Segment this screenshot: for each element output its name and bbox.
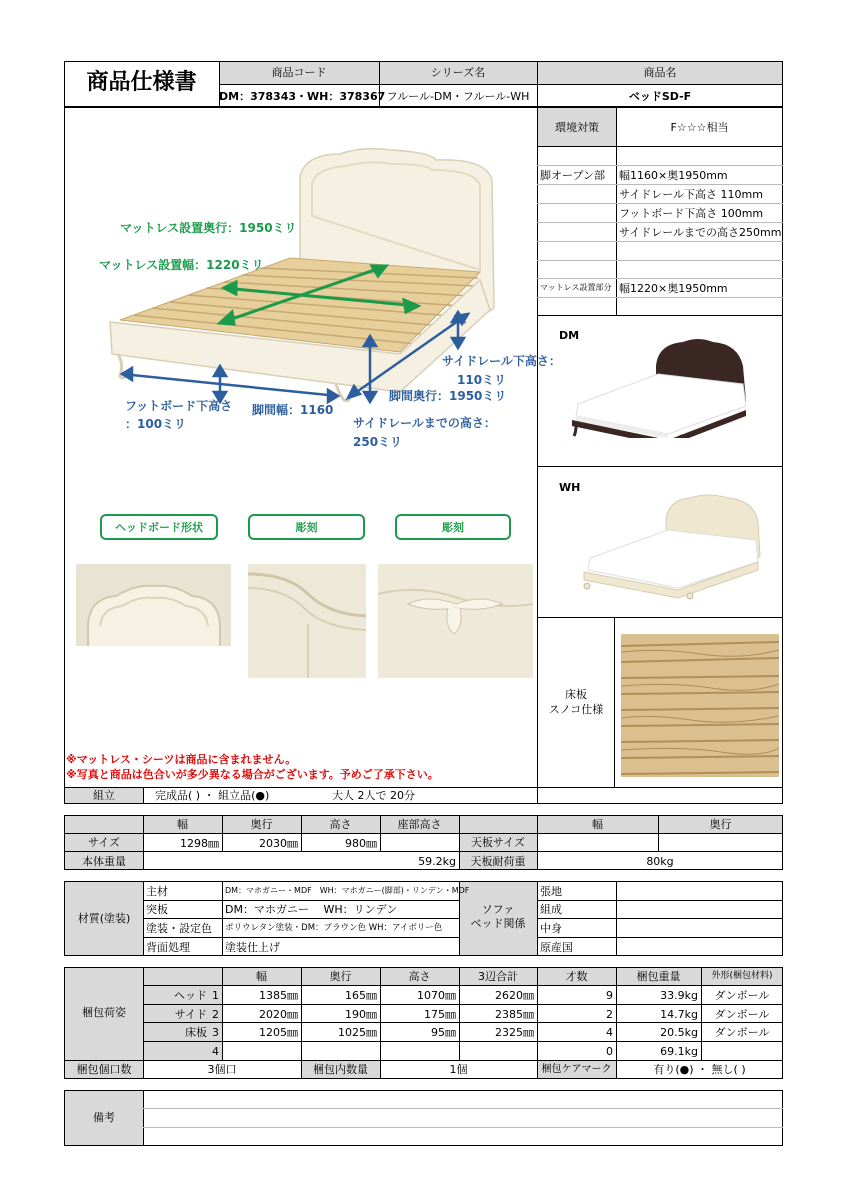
sofa-row-1: 張地 — [540, 885, 562, 898]
code-value: DM：378343・WH：378367 — [219, 90, 386, 103]
rail-height-label-1: サイドレールまでの高さ： — [353, 416, 496, 430]
material-row-1-key: 主材 — [146, 885, 168, 898]
wh-label: WH — [559, 481, 581, 494]
material-row-2-key: 突板 — [146, 903, 168, 916]
top-header-w: 幅 — [592, 818, 603, 831]
remarks-label: 備考 — [93, 1111, 115, 1124]
pkg-row-2-w: 2020㎜ — [259, 1008, 298, 1021]
pkg-header-mat: 外形(梱包材料) — [711, 971, 773, 981]
depth-label: マットレス設置奥行：1950ミリ — [120, 221, 297, 235]
pkg-row-4-kg: 69.1kg — [660, 1045, 698, 1058]
pkg-header-d: 奥行 — [329, 970, 352, 983]
series-label: シリーズ名 — [430, 66, 486, 79]
floorboard-label-2: スノコ仕様 — [548, 703, 604, 716]
pkg-header-h: 高さ — [408, 970, 431, 983]
dm-bed-photo — [568, 336, 760, 438]
carving-photo-2 — [378, 564, 533, 678]
pkg-row-4-no: 4 — [212, 1045, 219, 1058]
dm-label: DM — [559, 329, 580, 342]
page-title: 商品仕様書 — [86, 70, 197, 95]
top-size-label: 天板サイズ — [470, 836, 526, 849]
pkg-row-1-kg: 33.9kg — [660, 989, 698, 1002]
material-row-4-value: 塗装仕上げ — [225, 941, 280, 954]
pkg-row-2-kg: 14.7kg — [660, 1008, 698, 1021]
env-label: 環境対策 — [555, 121, 599, 134]
leg-line-1: 幅1160×奥1950mm — [619, 169, 728, 182]
name-value: ベッドSD-F — [628, 90, 692, 103]
size-w: 1298㎜ — [180, 837, 219, 850]
weight-value: 59.2kg — [418, 855, 456, 868]
rail-height-label-2: 250ミリ — [353, 435, 403, 449]
leg-depth-label: 脚間奥行：1950ミリ — [389, 389, 507, 403]
pkg-row-3-h: 95㎜ — [431, 1026, 456, 1039]
size-d: 2030㎜ — [259, 837, 298, 850]
pkg-row-1-name: ヘッド — [174, 989, 207, 1002]
pkg-row-3-name: 床板 — [185, 1026, 207, 1039]
sofa-label-1: ソファ — [481, 903, 515, 916]
detail-label-carving-2: 彫刻 — [395, 514, 511, 540]
pkg-row-3-sai: 4 — [606, 1026, 613, 1039]
name-label: 商品名 — [643, 66, 677, 79]
pkg-row-3-mat: ダンボール — [714, 1026, 770, 1039]
count-value: 3個口 — [207, 1063, 237, 1076]
slatted-wood-photo — [621, 634, 779, 777]
pkg-header-sum: 3辺合計 — [478, 970, 518, 983]
pkg-row-1-h: 1070㎜ — [417, 989, 456, 1002]
sofa-row-2: 組成 — [540, 903, 562, 916]
assembly-label: 組立 — [93, 789, 115, 802]
code-label: 商品コード — [271, 66, 327, 79]
qty-label: 梱包内数量 — [313, 1063, 368, 1076]
foot-label-2: ：100ミリ — [125, 417, 187, 431]
pkg-row-1-mat: ダンボール — [714, 989, 770, 1002]
leg-line-2: サイドレール下高さ 110mm — [619, 188, 763, 201]
remarks-table — [64, 1090, 783, 1146]
detail-label-carving-1: 彫刻 — [248, 514, 365, 540]
count-label: 梱包個口数 — [76, 1063, 132, 1076]
pkg-row-1-d: 165㎜ — [345, 989, 377, 1002]
sofa-row-3: 中身 — [540, 922, 562, 935]
material-row-2-value: DM：マホガニー WH：リンデン — [225, 903, 398, 916]
leg-width-label: 脚間幅：1160 — [252, 403, 334, 417]
top-load-label: 天板耐荷重 — [470, 855, 526, 868]
side-rail-label-1: サイドレール下高さ： — [442, 354, 561, 368]
pkg-header-kg: 梱包重量 — [636, 970, 681, 983]
material-row-4-key: 背面処理 — [146, 941, 190, 954]
assembly-value: 完成品( ) ・ 組立品(●) — [155, 789, 270, 802]
size-label: サイズ — [87, 836, 121, 849]
pkg-row-1-w: 1385㎜ — [259, 989, 298, 1002]
floorboard-label-1: 床板 — [565, 688, 587, 701]
carving-photo-1 — [248, 564, 366, 678]
weight-label: 本体重量 — [82, 855, 126, 868]
care-value: 有り(●) ・ 無し( ) — [653, 1063, 746, 1076]
pkg-row-2-mat: ダンボール — [714, 1008, 770, 1021]
size-header-h: 高さ — [329, 818, 352, 831]
wh-bed-photo — [578, 490, 764, 600]
pkg-row-3-no: 3 — [212, 1026, 219, 1039]
foot-label-1: フットボード下高さ — [125, 399, 233, 413]
pkg-row-3-sum: 2325㎜ — [495, 1026, 534, 1039]
material-row-1-value: DM：マホガニー・MDF WH：マホガニー(脚部)・リンデン・MDF — [225, 886, 470, 895]
top-load-value: 80kg — [646, 855, 674, 868]
pkg-row-2-h: 175㎜ — [424, 1008, 456, 1021]
mattress-label: マットレス設置部分 — [540, 283, 612, 292]
size-header-seat: 座部高さ — [397, 818, 442, 831]
top-header-d: 奥行 — [709, 818, 732, 831]
pkg-row-3-d: 1025㎜ — [338, 1026, 377, 1039]
width-label: マットレス設置幅：1220ミリ — [99, 258, 264, 272]
sofa-label-2: ベッド関係 — [470, 917, 526, 930]
pkg-row-4-sai: 0 — [606, 1045, 613, 1058]
pkg-row-2-sai: 2 — [606, 1008, 613, 1021]
package-label: 梱包荷姿 — [82, 1006, 126, 1019]
side-rail-label-2: 110ミリ — [457, 373, 507, 387]
pkg-row-3-kg: 20.5kg — [660, 1026, 698, 1039]
material-row-3-value: ポリウレタン塗装・DM：ブラウン色 WH：アイボリー色 — [225, 923, 443, 933]
series-value: フルール-DM・フルール-WH — [386, 90, 530, 103]
leg-label: 脚オープン部 — [540, 169, 606, 182]
pkg-row-2-no: 2 — [212, 1008, 219, 1021]
qty-value: 1個 — [449, 1063, 468, 1076]
headboard-shape-photo — [76, 564, 231, 678]
pkg-row-1-sai: 9 — [606, 989, 613, 1002]
leg-line-4: サイドレールまでの高さ250mm — [619, 226, 782, 239]
material-row-3-key: 塗装・設定色 — [146, 922, 212, 935]
mattress-value: 幅1220×奥1950mm — [619, 282, 728, 295]
pkg-header-sai: 才数 — [565, 970, 588, 983]
sofa-row-4: 原産国 — [540, 941, 573, 954]
note-2: ※写真と商品は色合いが多少異なる場合がございます。予めご了承下さい。 — [66, 768, 439, 781]
size-header-d: 奥行 — [250, 818, 273, 831]
assembly-people: 大人 2人で 20分 — [332, 789, 415, 802]
pkg-header-w: 幅 — [256, 970, 267, 983]
size-header-w: 幅 — [177, 818, 188, 831]
leg-line-3: フットボード下高さ 100mm — [619, 207, 764, 220]
pkg-row-2-sum: 2385㎜ — [495, 1008, 534, 1021]
pkg-row-1-no: 1 — [212, 989, 219, 1002]
detail-label-headboard: ヘッドボード形状 — [100, 514, 218, 540]
pkg-row-2-d: 190㎜ — [345, 1008, 377, 1021]
pkg-row-3-w: 1205㎜ — [259, 1026, 298, 1039]
size-h: 980㎜ — [345, 837, 377, 850]
note-1: ※マットレス・シーツは商品に含まれません。 — [66, 753, 297, 766]
pkg-row-2-name: サイド — [174, 1008, 207, 1021]
care-label: 梱包ケアマーク — [541, 1064, 612, 1075]
pkg-row-1-sum: 2620㎜ — [495, 989, 534, 1002]
material-label: 材質(塗装) — [77, 912, 131, 925]
env-value: F☆☆☆相当 — [670, 121, 729, 134]
